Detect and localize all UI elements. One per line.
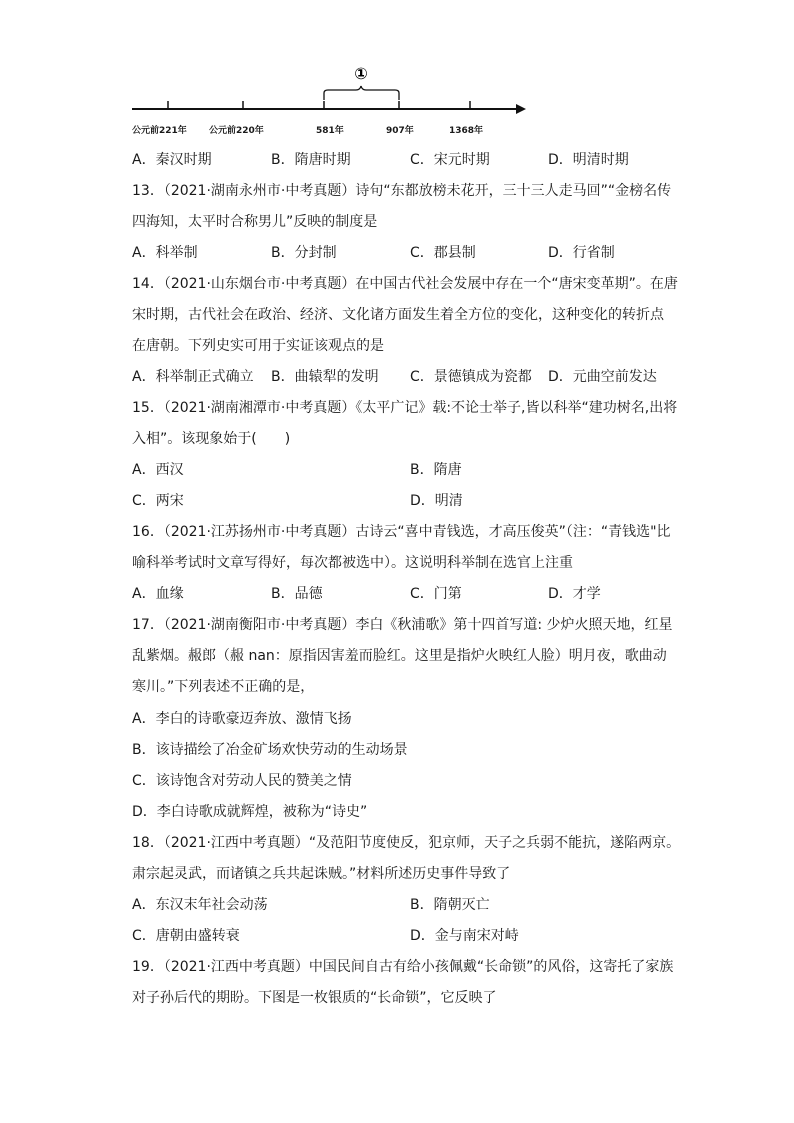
q17-stem-line: 17．（2021·湖南衡阳市·中考真题）李白《秋浦歌》第十四首写道: 少炉火照天地，红星 — [132, 617, 673, 633]
q16-stem-line: 16．（2021·江苏扬州市·中考真题）古诗云“喜中青钱选，才高压俊英”（注：“青钱选"比 — [132, 524, 671, 540]
q15-option-a[interactable]: A．西汉 — [132, 462, 184, 478]
q13-option-a[interactable]: A．科举制 — [132, 245, 198, 261]
q12-option-d[interactable]: D．明清时期 — [548, 152, 629, 168]
tick-label: 1368年 — [449, 126, 484, 136]
q16-option-d[interactable]: D．才学 — [548, 586, 601, 602]
tick-label: 公元前221年 — [132, 126, 187, 136]
q17-option-b[interactable]: B．该诗描绘了冶金矿场欢快劳动的生动场景 — [132, 742, 408, 758]
q16-option-b[interactable]: B．品德 — [271, 586, 323, 602]
q15-option-c[interactable]: C．两宋 — [132, 493, 184, 509]
q15-stem-line: 入相”。该现象始于( ) — [132, 431, 291, 447]
q12-option-a[interactable]: A．秦汉时期 — [132, 152, 212, 168]
q17-option-d[interactable]: D．李白诗歌成就辉煌，被称为“诗史” — [132, 804, 368, 820]
q18-option-b[interactable]: B．隋朝灭亡 — [410, 897, 490, 913]
q14-option-d[interactable]: D．元曲空前发达 — [548, 369, 657, 385]
q14-option-a[interactable]: A．科举制正式确立 — [132, 369, 254, 385]
q17-stem-line: 寒川。”下列表述不正确的是， — [132, 679, 315, 695]
tick-label: 581年 — [316, 126, 344, 136]
q16-stem-line: 喻科举考试时文章写得好，每次都被选中）。这说明科举制在选官上注重 — [132, 555, 573, 571]
q19-stem-line: 19．（2021·江西中考真题）中国民间自古有给小孩佩戴“长命锁”的风俗，这寄托了家族 — [132, 959, 674, 975]
q18-option-c[interactable]: C．唐朝由盛转衰 — [132, 928, 240, 944]
q13-option-c[interactable]: C．郡县制 — [410, 245, 476, 261]
q15-option-d[interactable]: D．明清 — [410, 493, 463, 509]
q13-option-d[interactable]: D．行省制 — [548, 245, 615, 261]
q14-option-c[interactable]: C．景德镇成为瓷都 — [410, 369, 532, 385]
q18-stem-line: 18．（2021·江西中考真题）“及范阳节度使反，犯京师，天子之兵弱不能抗，遂陷两京。 — [132, 835, 681, 851]
q18-stem-line: 肃宗起灵武，而诸镇之兵共起诛贼。”材料所述历史事件导致了 — [132, 866, 511, 882]
q14-option-b[interactable]: B．曲辕犁的发明 — [271, 369, 379, 385]
q15-stem-line: 15．（2021·湖南湘潭市·中考真题）《太平广记》载:不论士举子,皆以科举“建功树名,出将 — [132, 400, 678, 416]
circle-label: ① — [354, 64, 368, 83]
q18-option-a[interactable]: A．东汉末年社会动荡 — [132, 897, 268, 913]
q18-option-d[interactable]: D．金与南宋对峙 — [410, 928, 519, 944]
q14-stem-line: 宋时期，古代社会在政治、经济、文化诸方面发生着全方位的变化，这种变化的转折点 — [132, 307, 664, 323]
q12-option-b[interactable]: B．隋唐时期 — [271, 152, 351, 168]
q16-option-a[interactable]: A．血缘 — [132, 586, 184, 602]
timeline-diagram — [130, 60, 530, 140]
q15-option-b[interactable]: B．隋唐 — [410, 462, 462, 478]
tick-label: 公元前220年 — [209, 126, 264, 136]
q14-stem-line: 在唐朝。下列史实可用于实证该观点的是 — [132, 338, 384, 354]
q19-stem-line: 对子孙后代的期盼。下图是一枚银质的“长命锁”，它反映了 — [132, 990, 497, 1006]
timeline-arrow-icon — [516, 104, 526, 114]
q17-stem-line: 乱紫烟。赧郎（赧 nan：原指因害羞而脸红。这里是指炉火映红人脸）明月夜，歌曲动 — [132, 648, 667, 664]
q17-option-c[interactable]: C．该诗饱含对劳动人民的赞美之情 — [132, 773, 352, 789]
curly-brace — [324, 86, 399, 100]
q13-stem-line: 13．（2021·湖南永州市·中考真题）诗句“东都放榜未花开，三十三人走马回”“金榜名传 — [132, 183, 672, 199]
q13-option-b[interactable]: B．分封制 — [271, 245, 337, 261]
q13-stem-line: 四海知，太平时合称男儿”反映的制度是 — [132, 214, 378, 230]
tick-label: 907年 — [386, 126, 414, 136]
q14-stem-line: 14．（2021·山东烟台市·中考真题）在中国古代社会发展中存在一个“唐宋变革期”。在唐 — [132, 276, 678, 292]
q17-option-a[interactable]: A．李白的诗歌豪迈奔放、激情飞扬 — [132, 711, 352, 727]
q12-option-c[interactable]: C．宋元时期 — [410, 152, 490, 168]
q16-option-c[interactable]: C．门第 — [410, 586, 462, 602]
